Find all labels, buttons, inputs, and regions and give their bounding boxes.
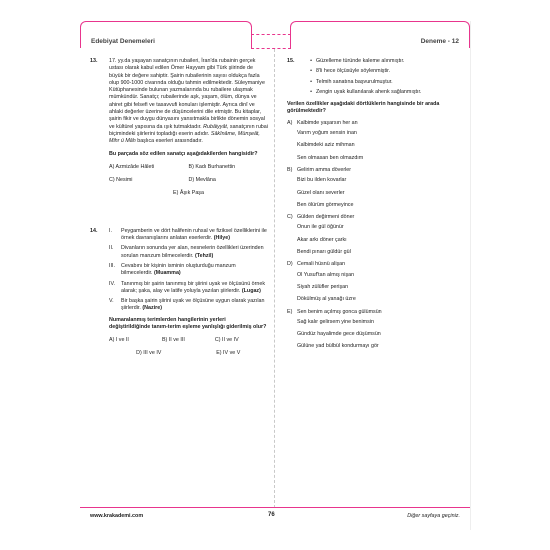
bullet-item: • Güzelleme türünde kaleme alınmıştır. [310, 58, 405, 64]
option-b[interactable]: B) Gelirim amma döverler Bizi bu ilden kovarlar Güzel olanı severler Ben ölürüm görmeyince [287, 166, 354, 208]
question-number: 14. [90, 227, 98, 234]
question-number: 15. [287, 58, 295, 64]
book-title: Edebiyat Denemeleri [91, 38, 155, 45]
question-number: 13. [90, 58, 98, 64]
page-header [80, 21, 470, 49]
website-link[interactable]: www.krakademi.com [90, 513, 144, 519]
numbered-item: IV. Tanınmış bir şairin tanınmış bir şiirini uyak ve ölçüsünü örnek alarak; şaka, alay ve latife yoluyla yazılan şiirlerdir. (Lugaz) [109, 280, 266, 294]
question-stem: Verilen özellikler aşağıdaki dörtlüklerin hangisinde bir arada görülmektedir? [287, 101, 440, 115]
question-15 [287, 58, 463, 351]
page-edge [470, 21, 479, 530]
option-a[interactable]: A) I ve II [109, 337, 129, 344]
option-d[interactable]: D) Cemali hüsnü alişan Ol Yusuf'tan almış nişan Siyah zülüfler perişan Dökülmüş al yanağı üzre [287, 261, 356, 303]
numbered-item: II. Divanların sonunda yer alan, nesnelerin özellikleri üzerinden sorulan manzum bilmecelerdir. (Tehzil) [109, 245, 264, 259]
page-number: 76 [268, 512, 275, 518]
page-footer [80, 507, 470, 530]
option-c[interactable]: C) Nesimi [109, 177, 133, 184]
bullet-item: • 8'li hece ölçüsüyle söylenmiştir. [310, 68, 391, 75]
question-stem: Bu parçada söz edilen sanatçı aşağıdakilerden hangisidir? [109, 150, 258, 157]
answer-options [109, 337, 268, 357]
option-b[interactable]: B) II ve III [161, 337, 185, 344]
left-column [90, 58, 268, 357]
option-e[interactable]: E) Âşık Paşa [173, 190, 204, 197]
numbered-item: V. Bir başka şairin şiirini uyak ve ölçüsüne uygun olarak yazılan şiirlerdir. (Nazire) [109, 298, 265, 312]
option-c[interactable]: C) II ve IV [214, 337, 239, 344]
bullet-item: • Telmih sanatına başvurulmuştur. [310, 78, 393, 85]
option-d[interactable]: D) Mevlâna [188, 177, 216, 184]
question-stem: Numaralanmış terimlerden hangilerinin yerleri değiştirildiğinde tanım-terim eşleme yanlışlığı giderilmiş olur? [109, 316, 267, 331]
option-d[interactable]: D) III ve IV [136, 349, 162, 356]
option-c[interactable]: C) Gülden değirmeni döner Onun ile gül öğünür Akar arkı döner çarkı Bendi pınarı güldür gül [287, 214, 355, 256]
option-b[interactable]: B) Kadı Burhanettin [188, 163, 236, 170]
numbered-item: III. Cevabını bir kişinin isminin oluşturduğu manzum bilmecelerdir. (Muamma) [109, 262, 236, 277]
option-a[interactable]: A) Kalbimde yaşarsın her an Varım yoğum sensin inan Kalbimdeki aziz mihman Sen olmasan ben olmazdım [287, 119, 364, 161]
right-column [287, 58, 463, 356]
question-13 [90, 58, 268, 204]
option-a[interactable]: A) Azmizâde Hâleti [109, 163, 155, 170]
answer-options [109, 164, 268, 204]
question-14 [90, 228, 268, 357]
numbered-item: I. Peygamberin ve dört halifenin ruhsal ve fiziksel özelliklerini ile örnek davranışlarını anlatan eserlerdir. (Hilye) [109, 227, 267, 242]
next-page-note: Diğer sayfaya geçiniz. [407, 513, 460, 519]
test-title: Deneme - 12 [420, 38, 459, 45]
option-e[interactable]: E) Sen benim açılmış gonca gülümsün Sağ kalır gelirsem yine benimsin Gündüz hayalimde gece düşümsün Gülüne yad bülbül kondurmayı gör [287, 308, 382, 350]
column-divider [274, 49, 275, 508]
option-e[interactable]: E) IV ve V [216, 349, 241, 356]
exam-page [80, 21, 470, 530]
bullet-item: • Zengin uyak kullanılarak ahenk sağlanmıştır. [310, 88, 422, 95]
passage: 17. yy.da yaşayan sanatçının rubaileri, İran'da rubainin gerçek ustası olarak kabul edilen Ömer Hayyam gibi Türk şiirinde de büyük bir değere sahiptir. Şairin rubailerinin sayısı oldukça fazla olup 900-1000 civarında olduğu tahmin edilmektedir. Süleymaniye Kütüphanesinde bulunan yazmalarında bu rubailere ulaşmak mümkündür. Sanatçı; rubailerinde aşk, yaşam, ölüm, dünya ve ahiret gibi felsefi ve tasavvufi konuları işlemiştir. Ayrıca dinî ve ahlaki değerler üzerine de düşüncelerini dile etmiştir. Bu kitaplar, şairin fikir ve duygu dünyasını yansıtmakla birlikte dönemin sosyal ve kültürel yapısına da ışık tutmaktadır. Rubâiyyât, sanatçının rubai biçimindeki şiirlerini topladığı eserin adıdır. Sâkînâme, Münşeât, Mihr ü Mâh başlıca eserleri arasındadır. [109, 58, 268, 145]
